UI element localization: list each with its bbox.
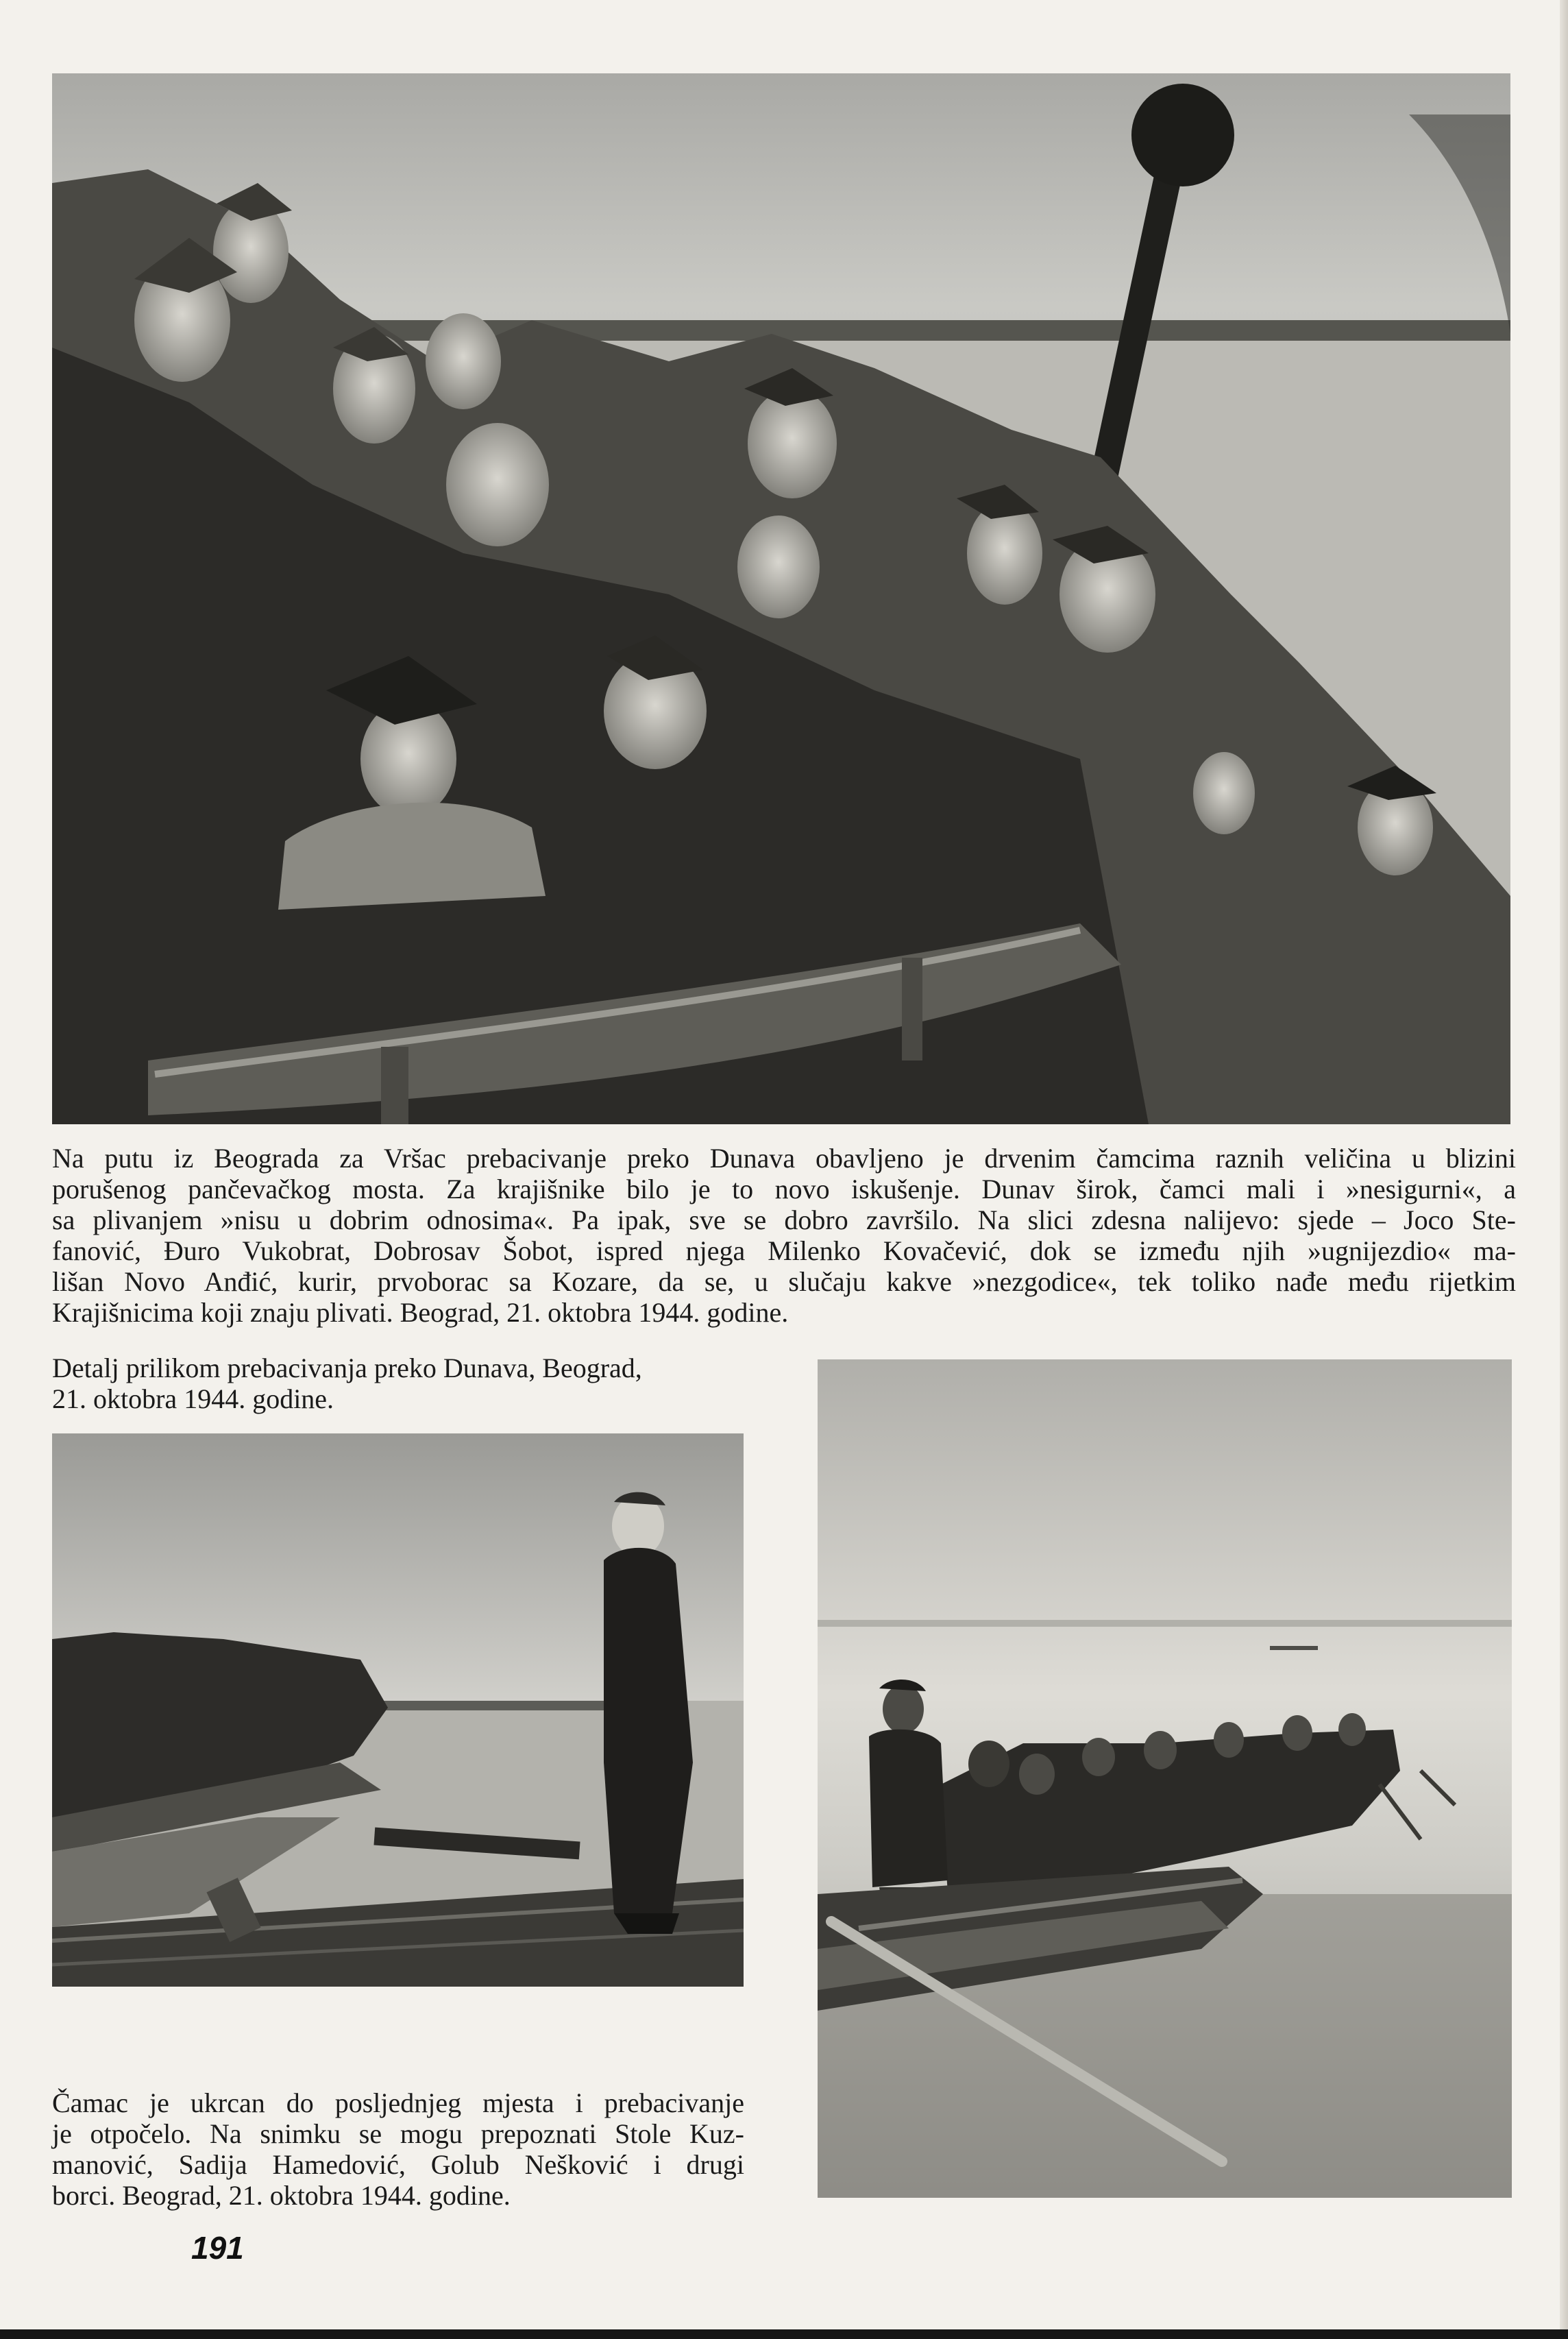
detail-photo-caption bbox=[52, 1353, 744, 1414]
page-edge bbox=[1560, 0, 1568, 2339]
detail-photo-image bbox=[52, 1433, 744, 1987]
caption-line: lišan Novo Anđić, kurir, prvoborac sa Kozare, da se, u slučaju kakve »nezgodice«, tek toliko nađe među rijetkim bbox=[52, 1266, 1516, 1297]
boat-photo bbox=[818, 1359, 1512, 2198]
page-bottom-edge bbox=[0, 2329, 1568, 2339]
boat-photo-image bbox=[818, 1359, 1512, 2198]
caption-line: manović, Sadija Hamedović, Golub Nešković i drugi bbox=[52, 2149, 744, 2180]
caption-line: porušenog pančevačkog mosta. Za krajišnike bilo je to novo iskušenje. Dunav širok, čamci mali i »nesigurni«, a bbox=[52, 1174, 1516, 1204]
caption-line: je otpočelo. Na snimku se mogu prepoznati Stole Kuz- bbox=[52, 2118, 744, 2149]
main-photo-caption bbox=[52, 1143, 1516, 1328]
main-photo bbox=[52, 73, 1510, 1124]
caption-line: sa plivanjem »nisu u dobrim odnosima«. Pa ipak, sve se dobro završilo. Na slici zdesna nalijevo: sjede – Joco Ste- bbox=[52, 1204, 1516, 1235]
caption-line: 21. oktobra 1944. godine. bbox=[52, 1383, 334, 1414]
caption-line: Krajišnicima koji znaju plivati. Beograd, 21. oktobra 1944. godine. bbox=[52, 1297, 789, 1328]
caption-line: borci. Beograd, 21. oktobra 1944. godine. bbox=[52, 2180, 511, 2211]
caption-line: Čamac je ukrcan do posljednjeg mjesta i prebacivanje bbox=[52, 2087, 744, 2118]
caption-line: Detalj prilikom prebacivanja preko Dunava, Beograd, bbox=[52, 1353, 642, 1383]
main-photo-image bbox=[52, 73, 1510, 1124]
caption-line: Na putu iz Beograda za Vršac prebacivanje preko Dunava obavljeno je drvenim čamcima raznih veličina u blizini bbox=[52, 1143, 1516, 1174]
boat-photo-caption bbox=[52, 2087, 744, 2211]
page-number: 191 bbox=[191, 2230, 244, 2266]
detail-photo bbox=[52, 1433, 744, 1987]
caption-line: fanović, Đuro Vukobrat, Dobrosav Šobot, ispred njega Milenko Kovačević, dok se između njih »ugnijezdio« ma- bbox=[52, 1235, 1516, 1266]
